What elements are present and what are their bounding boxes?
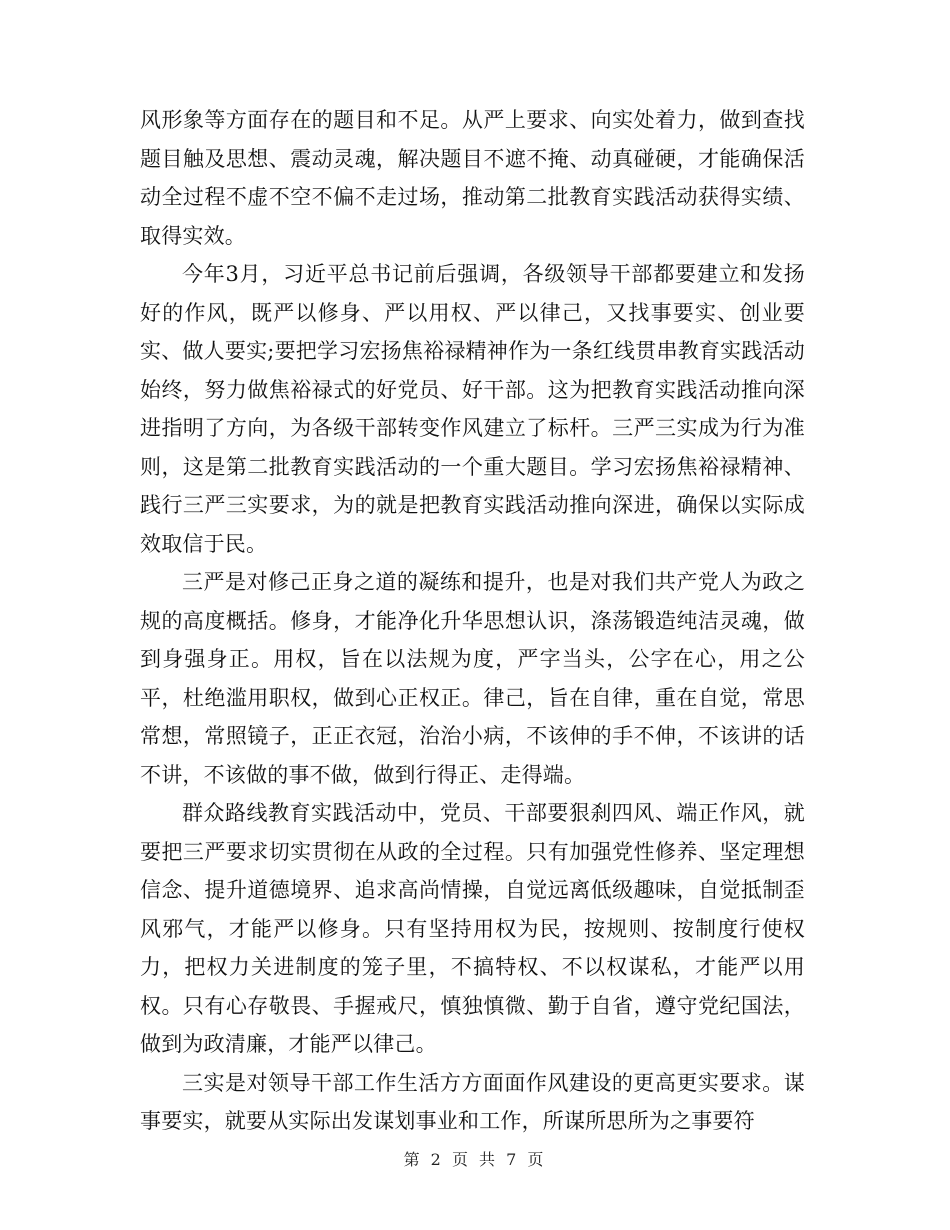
paragraph-4: 群众路线教育实践活动中，党员、干部要狠刹四风、端正作风，就要把三严要求切实贯彻在从政的全过程。只有加强党性修养、坚定理想信念、提升道德境界、追求高尚情操，自觉远离低级趣味，自觉抵制歪风邪气，才能严以修身。只有坚持用权为民，按规则、按制度行使权力，把权力关进制度的笼子里，不搞特权、不以权谋私，才能严以用权。只有心存敬畏、手握戒尺，慎独慎微、勤于自省，遵守党纪国法，做到为政清廉，才能严以律己。 [140,801,805,1056]
page-number-footer: 第 2 页 共 7 页 [403,1150,547,1169]
paragraph-2: 今年3月，习近平总书记前后强调，各级领导干部都要建立和发扬好的作风，既严以修身、严以用权、严以律己，又找事要实、创业要实、做人要实;要把学习宏扬焦裕禄精神作为一条红线贯串教育实践活动始终，努力做焦裕禄式的好党员、好干部。这为把教育实践活动推向深进指明了方向，为各级干部转变作风建立了标杆。三严三实成为行为准则，这是第二批教育实践活动的一个重大题目。学习宏扬焦裕禄精神、践行三严三实要求，为的就是把教育实践活动推向深进，确保以实际成效取信于民。 [140,262,805,556]
paragraph-3: 三严是对修己正身之道的凝练和提升，也是对我们共产党人为政之规的高度概括。修身，才能净化升华思想认识，涤荡锻造纯洁灵魂，做到身强身正。用权，旨在以法规为度，严字当头，公字在心，用之公平，杜绝滥用职权，做到心正权正。律己，旨在自律，重在自觉，常思常想，常照镜子，正正衣冠，治治小病，不该伸的手不伸，不该讲的话不讲，不该做的事不做，做到行得正、走得端。 [140,570,805,787]
document-body [140,101,805,1141]
paragraph-5: 三实是对领导干部工作生活方方面面作风建设的更高更实要求。谋事要实，就要从实际出发谋划事业和工作，所谋所思所为之事要符 [140,1070,805,1133]
paragraph-1: 风形象等方面存在的题目和不足。从严上要求、向实处着力，做到查找题目触及思想、震动灵魂，解决题目不遮不掩、动真碰硬，才能确保活动全过程不虚不空不偏不走过场，推动第二批教育实践活动获得实绩、取得实效。 [140,108,805,248]
